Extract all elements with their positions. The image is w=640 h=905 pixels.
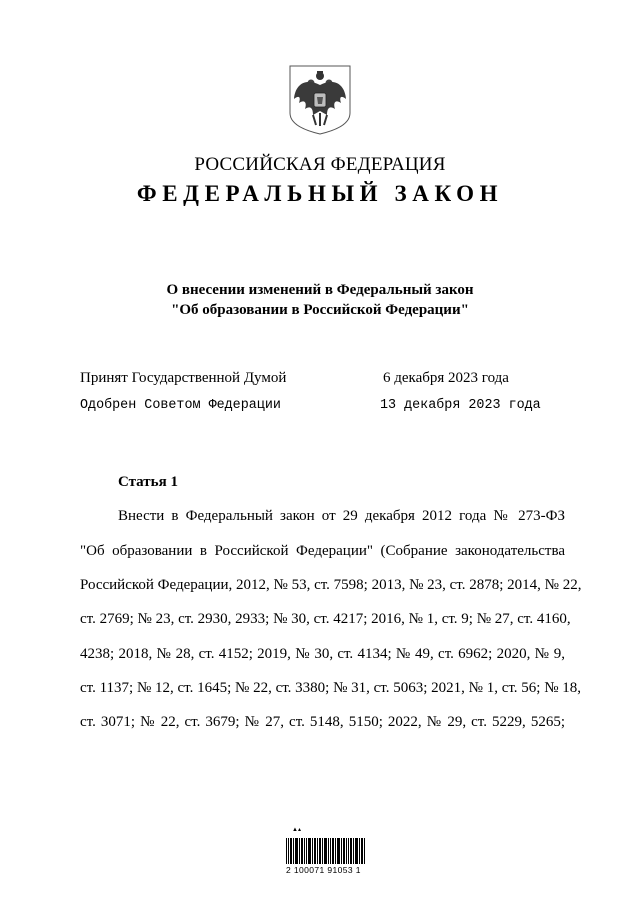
approved-by-federation-council-date: 13 декабря 2023 года xyxy=(380,398,541,413)
article-heading: Статья 1 xyxy=(118,474,178,490)
adopted-by-duma-date: 6 декабря 2023 года xyxy=(383,370,509,386)
barcode-block xyxy=(286,826,380,878)
article-text-line: "Об образовании в Российской Федерации" (Собрание законодательства xyxy=(80,543,565,559)
document-type: ФЕДЕРАЛЬНЫЙ ЗАКОН xyxy=(136,181,504,206)
barcode-icon xyxy=(286,838,366,864)
article-text-line: ст. 1137; № 12, ст. 1645; № 22, ст. 3380; № 31, ст. 5063; 2021, № 1, ст. 56; № 18, xyxy=(80,680,582,696)
article-text-line: Внести в Федеральный закон от 29 декабря 2012 года № 273-ФЗ xyxy=(118,508,565,524)
coat-of-arms-icon xyxy=(287,63,353,137)
article-text-line: ст. 2769; № 23, ст. 2930, 2933; № 30, ст. 4217; 2016, № 1, ст. 9; № 27, ст. 4160, xyxy=(80,611,571,627)
barcode-number: 2 100071 91053 1 xyxy=(286,865,361,875)
law-title-line: "Об образовании в Российской Федерации" xyxy=(171,302,469,318)
adopted-by-duma-label: Принят Государственной Думой xyxy=(80,370,287,386)
country-name: РОССИЙСКАЯ ФЕДЕРАЦИЯ xyxy=(194,154,446,175)
article-text-line: ст. 3071; № 22, ст. 3679; № 27, ст. 5148, 5150; 2022, № 29, ст. 5229, 5265; xyxy=(80,714,565,730)
law-title xyxy=(0,280,640,320)
article-text-line: 4238; 2018, № 28, ст. 4152; 2019, № 30, ст. 4134; № 49, ст. 6962; 2020, № 9, xyxy=(80,646,565,662)
publisher-mark-icon: ▲▴ xyxy=(292,827,301,833)
law-title-line: О внесении изменений в Федеральный закон xyxy=(166,282,474,298)
approved-by-federation-council-label: Одобрен Советом Федерации xyxy=(80,398,281,413)
article-text-line: Российской Федерации, 2012, № 53, ст. 7598; 2013, № 23, ст. 2878; 2014, № 22, xyxy=(80,577,582,593)
